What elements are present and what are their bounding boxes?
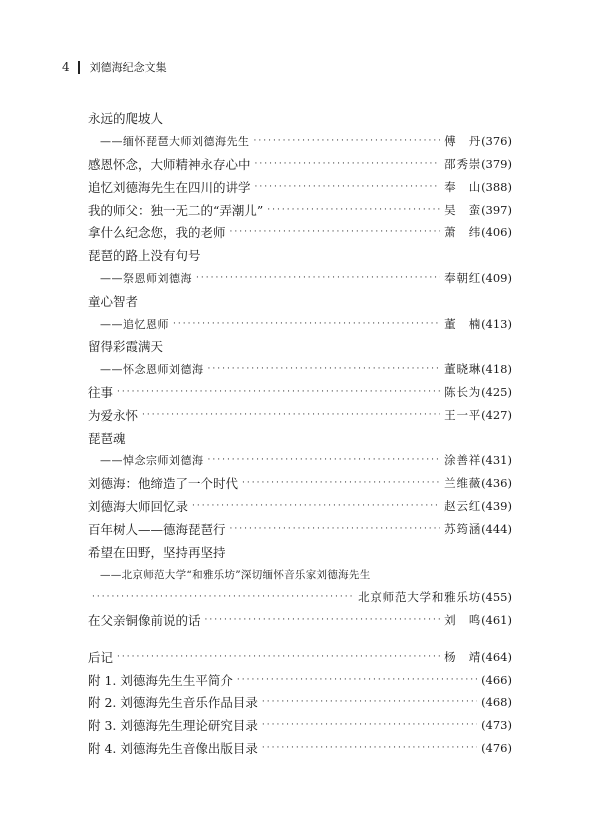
toc-title-line [88, 221, 512, 244]
toc-subtitle: ——祭恩师刘德海 [100, 271, 192, 285]
toc-entry[interactable] [88, 668, 512, 691]
toc-entry[interactable] [88, 609, 512, 632]
dot-leader [255, 159, 441, 169]
toc-subtitle-line [88, 563, 512, 586]
toc-author: 北京师范大学和雅乐坊 [358, 590, 482, 605]
toc-main-list [88, 107, 512, 631]
toc-entry[interactable] [88, 714, 512, 737]
toc-page: (476) [481, 740, 512, 755]
page-number: 4 [62, 60, 70, 74]
toc-entry[interactable] [88, 737, 512, 760]
toc-title: 刘德海：他缔造了一个时代 [88, 476, 239, 492]
toc-page: (464) [481, 649, 512, 664]
toc-title-line [88, 107, 512, 130]
toc-entry[interactable] [88, 153, 512, 176]
toc-author: 奉朝红 [444, 270, 482, 285]
toc-title: 追忆刘德海先生在四川的讲学 [88, 179, 251, 195]
toc-title: 往事 [88, 384, 114, 400]
table-of-contents [88, 107, 512, 759]
toc-page: (418) [481, 362, 512, 377]
toc-page: (455) [481, 590, 512, 605]
toc-title: 在父亲铜像前说的话 [88, 612, 201, 628]
toc-author: 奉 山 [444, 179, 482, 194]
toc-subtitle-line [88, 267, 512, 290]
toc-entry[interactable] [88, 403, 512, 426]
toc-title-line [88, 426, 512, 449]
toc-appendix-list [88, 645, 512, 759]
toc-entry[interactable] [88, 517, 512, 540]
toc-page: (466) [481, 672, 512, 687]
toc-title-line [88, 668, 512, 691]
toc-title-line [88, 403, 512, 426]
toc-title: 感恩怀念，大师精神永存心中 [88, 156, 251, 172]
toc-author: 兰维薇 [444, 476, 482, 491]
toc-title-line [88, 517, 512, 540]
toc-title-line [88, 381, 512, 404]
toc-author: 赵云红 [444, 498, 482, 513]
toc-page: (427) [481, 407, 512, 422]
running-header [62, 58, 167, 76]
toc-page: (439) [481, 498, 512, 513]
toc-page: (444) [481, 521, 512, 536]
toc-subtitle: ——追忆恩师 [100, 317, 169, 331]
toc-author: 陈长为 [444, 384, 482, 399]
dot-leader [267, 205, 440, 215]
toc-subtitle: ——悼念宗师刘德海 [100, 454, 204, 468]
toc-title: 附 2. 刘德海先生音乐作品目录 [88, 695, 258, 711]
toc-subtitle-line [88, 130, 512, 153]
dot-leader [173, 319, 440, 329]
toc-title-line [88, 244, 512, 267]
toc-subtitle-line [88, 312, 512, 335]
toc-title: 为爱永怀 [88, 407, 139, 423]
dot-leader [230, 524, 441, 534]
toc-title: 童心智者 [88, 293, 139, 309]
toc-title-line [88, 198, 512, 221]
toc-entry[interactable] [88, 540, 512, 608]
section-gap [88, 631, 512, 645]
toc-title: 附 3. 刘德海先生理论研究目录 [88, 718, 258, 734]
toc-leader-line [88, 586, 512, 609]
toc-title-line [88, 175, 512, 198]
dot-leader [208, 455, 441, 465]
toc-page: (406) [481, 225, 512, 240]
toc-page: (409) [481, 270, 512, 285]
dot-leader [262, 697, 477, 707]
toc-page: (379) [481, 156, 512, 171]
toc-entry[interactable] [88, 221, 512, 244]
toc-title-line [88, 645, 512, 668]
toc-page: (388) [481, 179, 512, 194]
toc-author: 刘 鸣 [444, 612, 482, 627]
toc-author: 苏筠涵 [444, 521, 482, 536]
dot-leader [262, 743, 477, 753]
toc-title-line [88, 691, 512, 714]
dot-leader [254, 136, 441, 146]
toc-author: 董晓琳 [444, 362, 482, 377]
dot-leader [142, 410, 440, 420]
toc-author: 董 楠 [444, 316, 482, 331]
dot-leader [242, 478, 440, 488]
toc-author: 杨 靖 [444, 649, 482, 664]
toc-author: 邵秀崇 [444, 156, 482, 171]
toc-author: 萧 纬 [444, 225, 482, 240]
toc-title-line [88, 335, 512, 358]
toc-title: 我的师父：独一无二的“弄潮儿” [88, 202, 264, 218]
toc-title: 希望在田野，坚持再坚持 [88, 544, 226, 560]
toc-entry[interactable] [88, 691, 512, 714]
toc-author: 涂善祥 [444, 453, 482, 468]
toc-entry[interactable] [88, 198, 512, 221]
toc-page: (436) [481, 476, 512, 491]
toc-title: 琵琶魂 [88, 430, 126, 446]
toc-subtitle: ——北京师范大学“和雅乐坊”深切缅怀音乐家刘德海先生 [100, 568, 371, 581]
toc-title-line [88, 714, 512, 737]
dot-leader [208, 364, 441, 374]
toc-page: (397) [481, 202, 512, 217]
book-title: 刘德海纪念文集 [89, 61, 167, 74]
toc-entry[interactable] [88, 381, 512, 404]
dot-leader [230, 227, 441, 237]
dot-leader [117, 387, 440, 397]
toc-author: 吴 蛮 [444, 202, 482, 217]
toc-title-line [88, 737, 512, 760]
toc-entry[interactable] [88, 472, 512, 495]
toc-title: 琵琶的路上没有句号 [88, 248, 201, 264]
toc-page: (468) [481, 695, 512, 710]
toc-author: 王一平 [444, 407, 482, 422]
toc-title-line [88, 609, 512, 632]
toc-title: 拿什么纪念您，我的老师 [88, 225, 226, 241]
dot-leader [255, 182, 441, 192]
toc-title-line [88, 495, 512, 518]
toc-entry[interactable] [88, 289, 512, 335]
toc-title: 永远的爬坡人 [88, 111, 164, 127]
toc-page: (473) [481, 718, 512, 733]
dot-leader [196, 273, 440, 283]
dot-leader [192, 501, 440, 511]
toc-subtitle-line [88, 358, 512, 381]
toc-title: 刘德海大师回忆录 [88, 498, 189, 514]
toc-title-line [88, 472, 512, 495]
toc-subtitle-line [88, 449, 512, 472]
toc-subtitle: ——怀念恩师刘德海 [100, 363, 204, 377]
toc-page: (425) [481, 384, 512, 399]
dot-leader [237, 675, 477, 685]
toc-page: (413) [481, 316, 512, 331]
toc-title-line [88, 153, 512, 176]
toc-page: (376) [481, 134, 512, 149]
toc-subtitle: ——缅怀琵琶大师刘德海先生 [100, 135, 250, 149]
toc-title: 附 1. 刘德海先生生平简介 [88, 672, 233, 688]
toc-title-line [88, 540, 512, 563]
toc-entry[interactable] [88, 244, 512, 290]
toc-title: 百年树人——德海琵琶行 [88, 521, 226, 537]
dot-leader [262, 720, 477, 730]
toc-title: 附 4. 刘德海先生音像出版目录 [88, 740, 258, 756]
dot-leader [205, 615, 441, 625]
toc-entry[interactable] [88, 645, 512, 668]
toc-title: 留得彩霞满天 [88, 339, 164, 355]
toc-entry[interactable] [88, 107, 512, 153]
toc-page: (461) [481, 612, 512, 627]
header-divider [78, 61, 80, 74]
dot-leader [117, 652, 440, 662]
toc-entry[interactable] [88, 426, 512, 472]
toc-entry[interactable] [88, 175, 512, 198]
toc-page: (431) [481, 453, 512, 468]
toc-entry[interactable] [88, 335, 512, 381]
toc-author: 傅 丹 [444, 134, 482, 149]
toc-title-line [88, 289, 512, 312]
toc-entry[interactable] [88, 495, 512, 518]
toc-title: 后记 [88, 649, 114, 665]
dot-leader [92, 592, 354, 602]
